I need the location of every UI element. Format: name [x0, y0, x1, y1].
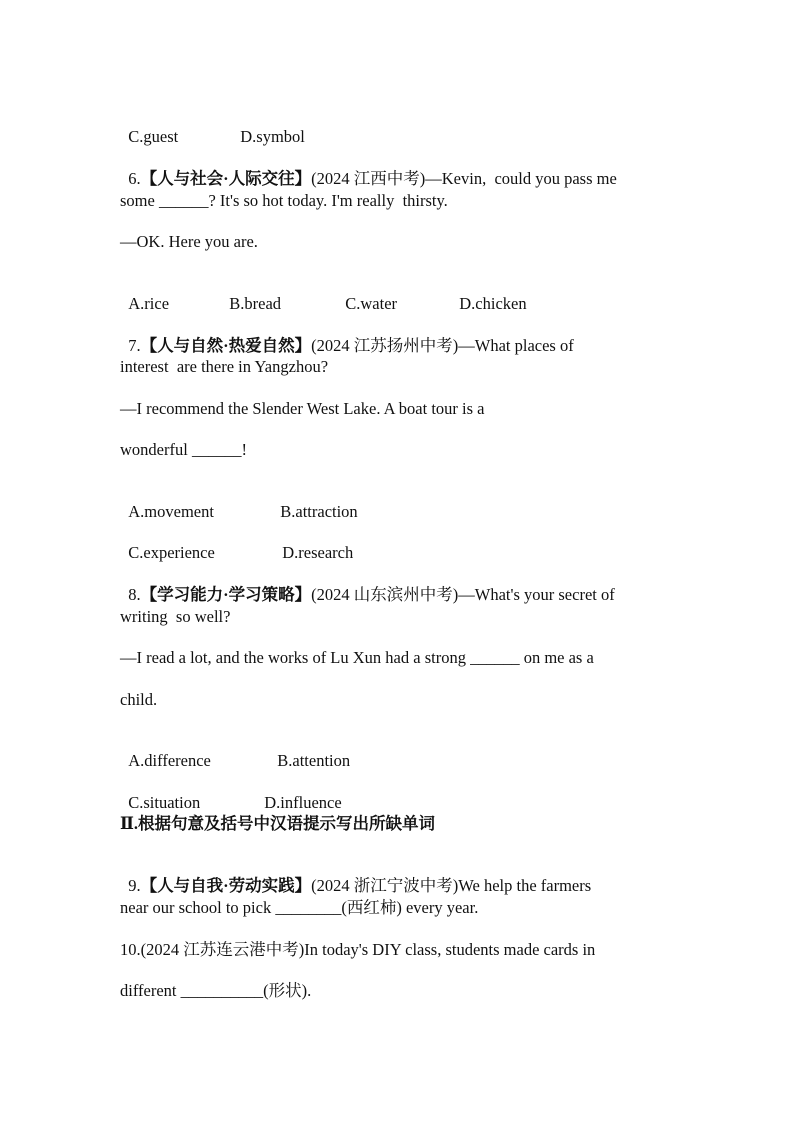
- question-10-stem: 10.(2024 江苏连云港中考)In today's DIY class, students made cards in: [120, 940, 596, 959]
- question-text: (2024 江西中考)—Kevin, could you pass me: [311, 169, 617, 188]
- question-tag: 【人与社会·人际交往】: [140, 169, 312, 188]
- section-heading: Ⅱ.根据句意及括号中汉语提示写出所缺单词: [120, 814, 436, 833]
- option-d: D.chicken: [459, 294, 527, 313]
- question-7-options-cd: [120, 523, 354, 562]
- option-d: D.symbol: [240, 127, 305, 146]
- option-d: D.research: [282, 543, 354, 562]
- question-9-line-2: near our school to pick ________(西红柿) every year.: [120, 898, 479, 917]
- question-6-line-2: some ______? It's so hot today. I'm really thirsty.: [120, 191, 448, 210]
- option-c: C.guest: [128, 127, 179, 146]
- question-number: 6.: [128, 169, 141, 188]
- question-8-response: —I read a lot, and the works of Lu Xun had a strong ______ on me as a: [120, 648, 594, 667]
- question-tag: 【人与自我·劳动实践】: [140, 876, 312, 895]
- question-7-response-2: wonderful ______!: [120, 440, 247, 459]
- question-7-line-2: interest are there in Yangzhou?: [120, 357, 329, 376]
- question-number: 8.: [128, 585, 141, 604]
- question-8-line-2: writing so well?: [120, 607, 231, 626]
- question-tag: 【人与自然·热爱自然】: [140, 336, 312, 355]
- option-b: B.bread: [229, 294, 282, 313]
- question-text: (2024 江苏扬州中考)—What places of: [311, 336, 574, 355]
- question-8-options-ab: [120, 731, 351, 770]
- question-8-stem: [120, 565, 615, 604]
- question-7-response: —I recommend the Slender West Lake. A boat tour is a: [120, 399, 485, 418]
- question-8-response-2: child.: [120, 690, 158, 709]
- option-d: D.influence: [264, 793, 342, 812]
- question-number: 7.: [128, 336, 141, 355]
- option-c: C.situation: [128, 793, 201, 812]
- question-8-options-cd: [120, 773, 342, 812]
- question-7-stem: [120, 316, 574, 355]
- question-tag: 【学习能力·学习策略】: [140, 585, 312, 604]
- question-text: (2024 浙江宁波中考)We help the farmers: [311, 876, 592, 895]
- option-a: A.movement: [128, 502, 214, 521]
- question-text: (2024 山东滨州中考)—What's your secret of: [311, 585, 615, 604]
- question-number: 9.: [128, 876, 141, 895]
- option-b: B.attraction: [280, 502, 358, 521]
- question-7-options-ab: [120, 482, 358, 521]
- question-6-options: [120, 274, 527, 313]
- option-c: C.experience: [128, 543, 215, 562]
- question-6-response: —OK. Here you are.: [120, 232, 258, 251]
- option-a: A.difference: [128, 751, 211, 770]
- option-a: A.rice: [128, 294, 170, 313]
- question-6-stem: [120, 149, 617, 188]
- option-b: B.attention: [277, 751, 351, 770]
- question-10-line-2: different __________(形状).: [120, 981, 312, 1000]
- option-c: C.water: [345, 294, 398, 313]
- question-9-stem: [120, 856, 592, 895]
- question-5-options-cd: [120, 107, 305, 146]
